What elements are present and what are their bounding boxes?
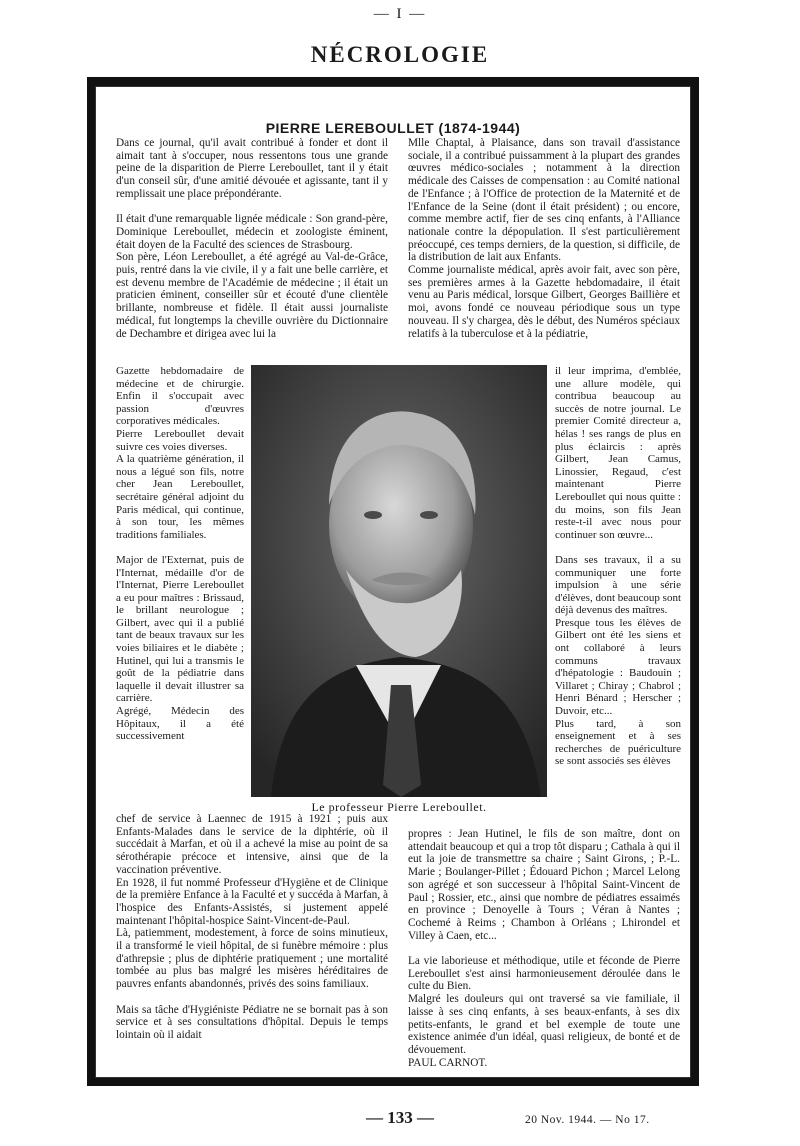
article-title: PIERRE LEREBOULLET (1874-1944)	[265, 120, 521, 136]
text-column-left: Dans ce journal, qu'il avait contribué à fonder et dont il aimait tant à s'occuper, nous ressentons tous une grande peine de la disparition de Pierre Lereboullet, tant il y était d'un conseil sûr, d'une amitié dévouée et agissante, tant il y remplissait une place prépondérante. Il était d'une remarquable lignée médicale : Son grand-père, Dominique Lereboullet, médecin et zoologiste éminent, était doyen de la Faculté des sciences de Strasbourg. Son père, Léon Lereboullet, a été agrégé au Val-de-Grâce, puis, rentré dans la vie civile, il y a fait une belle carrière, et est devenu membre de l'Académie de médecine ; il était un praticien éminent, conseiller sûr et écouté d'une clientèle brillante, nombreuse et fidèle. Il était aussi journaliste médical, fut longtemps la cheville ouvrière du Dictionnaire de Dechambre et dirigea avec lui la	[116, 137, 388, 340]
text-wrap-right: il leur imprima, d'emblée, une allure modèle, qui contribua beaucoup au succès de notre journal. Le premier Comité directeur a, hélas ! ses rangs de plus en plus éclaircis : après Gilbert, Jean Camus, Linossier, Regaud, c'est maintenant Pierre Lereboullet qui nous quitte : du moins, son fils Jean reste-t-il avec nous pour continuer son œuvre... Dans ses travaux, il a su communiquer une forte impulsion à une série d'élèves, dont beaucoup sont déjà devenus des maîtres. Presque tous les élèves de Gilbert ont été les siens et ont collaboré à leurs communs travaux d'hépatologie : Baudouin ; Villaret ; Chiray ; Chabrol ; Henri Bénard ; Herscher ; Duvoir, etc... Plus tard, à son enseignement et à ses recherches de puériculture se sont associés ses élèves	[555, 365, 681, 768]
text-wrap-left: Gazette hebdomadaire de médecine et de chirurgie. Enfin il s'occupait avec passion d'œuvres corporatives médicales. Pierre Lereboullet devait suivre ces voies diverses. A la quatrième génération, il nous a légué son fils, notre cher Jean Lereboullet, secrétaire général adjoint du Paris médical, qui continue, à son tour, les mêmes traditions familiales. Major de l'Externat, puis de l'Internat, médaille d'or de l'Internat, Pierre Lereboullet a eu pour maîtres : Brissaud, le brillant neurologue ; Gilbert, avec qui il a publié tant de beaux travaux sur les voies biliaires et le diabète ; Hutinel, qui lui a transmis le goût de la pédiatrie dans laquelle il devait illustrer sa carrière. Agrégé, Médecin des Hôpitaux, il a été successivement	[116, 365, 244, 743]
text-column-right: Mlle Chaptal, à Plaisance, dans son travail d'assistance sociale, il a contribué puissamment à la plupart des grandes œuvres médico-sociales ; notamment à la direction médicale des Caisses de compensation : au Comité national de l'Enfance ; à l'Office de protection de la Maternité et de l'Enfance de la Seine (dont il était président) ; ou encore, comme membre actif, fier de ses cinq enfants, à l'Alliance nationale contre la dépopulation. Il s'est particulièrement préoccupé, ces temps derniers, de la question, si difficile, de la distribution de lait aux Enfants. Comme journaliste médical, après avoir fait, avec son père, ses premières armes à la Gazette hebdomadaire, il était venu au Paris médical, lorsque Gilbert, Georges Baillière et moi, avons fondé ce nouveau périodique sous un type nouveau. Il s'y chargea, dès le début, des Numéros spéciaux relatifs à la tuberculose et à la pédiatrie,	[408, 137, 680, 340]
page-roman-header: — I —	[373, 6, 427, 22]
page-number: — 133 —	[366, 1108, 434, 1127]
text-column-bottom-right: propres : Jean Hutinel, le fils de son maître, dont on attendait beaucoup et qui a trop tôt disparu ; Cathala à qui il eut la joie de transmettre sa chaire ; Saint Girons, ; P.-L. Marie ; Boulanger-Pillet ; Édouard Pichon ; Marcel Lelong son agrégé et son successeur à l'hôpital Saint-Vincent de Paul ; Rossier, etc., ainsi que nombre de pédiatres essaimés en province ; Denoyelle à Tours ; Véran à Nantes ; Cochemé à Reims ; Chambon à Orléans ; Lhirondel et Villey à Caen, etc... La vie laborieuse et méthodique, utile et féconde de Pierre Lereboullet s'est ainsi harmonieusement déroulée dans le culte du Bien. Malgré les douleurs qui ont traversé sa vie familiale, il laisse à ses cinq enfants, à ses beaux-enfants, à ses dix petits-enfants, le grand et bel exemple de toute une existence animée d'un idéal, quasi religieux, de bonté et de dévouement. PAUL CARNOT.	[408, 828, 680, 1069]
text-column-bottom-left: chef de service à Laennec de 1915 à 1921 ; puis aux Enfants-Malades dans le service de la diphtérie, où il succédait à Marfan, et où il a achevé la mise au point de sa sérothérapie précoce et intensive, ainsi que de la vaccination préventive. En 1928, il fut nommé Professeur d'Hygiène et de Clinique de la première Enfance à la Faculté et y succéda à Marfan, à l'hospice des Enfants-Assistés, si justement appelé maintenant l'hôpital-hospice Saint-Vincent-de-Paul. Là, patiemment, modestement, à force de soins minutieux, il a transformé le vieil hôpital, de si funèbre mémoire : plus d'athrepsie ; plus de diphtérie pratiquement ; une mortalité tombée au plus bas malgré les misères héréditaires de pauvres enfants abandonnés, privés des soins familiaux. Mais sa tâche d'Hygiéniste Pédiatre ne se bornait pas à son service et à ses consultations d'hôpital. Depuis le temps lointain où il aidait	[116, 813, 388, 1041]
section-title: NÉCROLOGIE	[310, 42, 490, 67]
issue-date: 20 Nov. 1944. — No 17.	[525, 1114, 650, 1126]
photo-caption: Le professeur Pierre Lereboullet.	[311, 800, 487, 814]
portrait-photo	[251, 365, 547, 797]
